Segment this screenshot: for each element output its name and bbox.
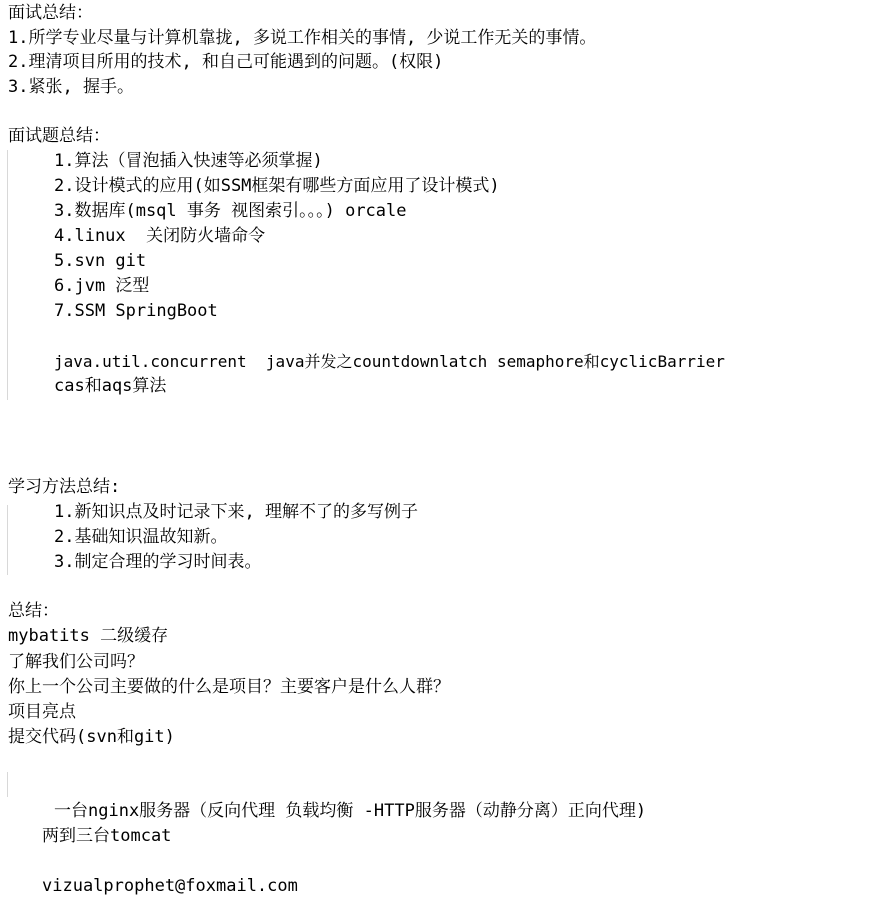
text-line: 4.linux 关闭防火墙命令: [54, 226, 266, 246]
text-line: java.util.concurrent java并发之countdownlatch semaphore和cyclicBarrier: [54, 352, 725, 371]
text-line: 5.svn git: [54, 251, 147, 271]
text-line: 1.新知识点及时记录下来, 理解不了的多写例子: [54, 502, 418, 522]
text-line: 2.基础知识温故知新。: [54, 527, 228, 547]
text-line: 了解我们公司吗？: [8, 652, 144, 672]
heading-interview-questions: 面试题总结：: [8, 126, 110, 146]
heading-interview-summary: 面试总结：: [8, 3, 93, 23]
text-line: 2.理清项目所用的技术, 和自己可能遇到的问题。(权限): [8, 52, 444, 72]
text-line: 6.jvm 泛型: [54, 276, 150, 296]
text-line: 两到三台tomcat: [42, 826, 172, 846]
text-line: 1.算法（冒泡插入快速等必须掌握): [54, 151, 323, 171]
text-line: 3.紧张, 握手。: [8, 77, 134, 97]
text-line: 7.SSM SpringBoot: [54, 301, 218, 321]
text-line: 项目亮点: [8, 702, 76, 722]
heading-learning-methods: 学习方法总结:: [8, 477, 121, 497]
heading-summary: 总结：: [8, 601, 59, 621]
indent-guide: [7, 772, 8, 797]
indent-guide: [7, 150, 8, 400]
text-line: 提交代码(svn和git): [8, 727, 175, 747]
text-line: mybatits 二级缓存: [8, 626, 169, 646]
indent-guide: [7, 505, 8, 575]
text-line: 一台nginx服务器（反向代理 负载均衡 -HTTP服务器（动静分离）正向代理): [54, 801, 647, 821]
text-line: 2.设计模式的应用(如SSM框架有哪些方面应用了设计模式): [54, 176, 500, 196]
text-line: 3.数据库(msql 事务 视图索引。。。) orcale: [54, 201, 407, 221]
text-line: cas和aqs算法: [54, 376, 167, 396]
text-line: 1.所学专业尽量与计算机靠拢, 多说工作相关的事情, 少说工作无关的事情。: [8, 28, 597, 48]
text-line: 你上一个公司主要做的什么是项目？主要客户是什么人群？: [8, 677, 450, 697]
text-line: 3.制定合理的学习时间表。: [54, 552, 262, 572]
email-link[interactable]: vizualprophet@foxmail.com: [42, 876, 298, 896]
